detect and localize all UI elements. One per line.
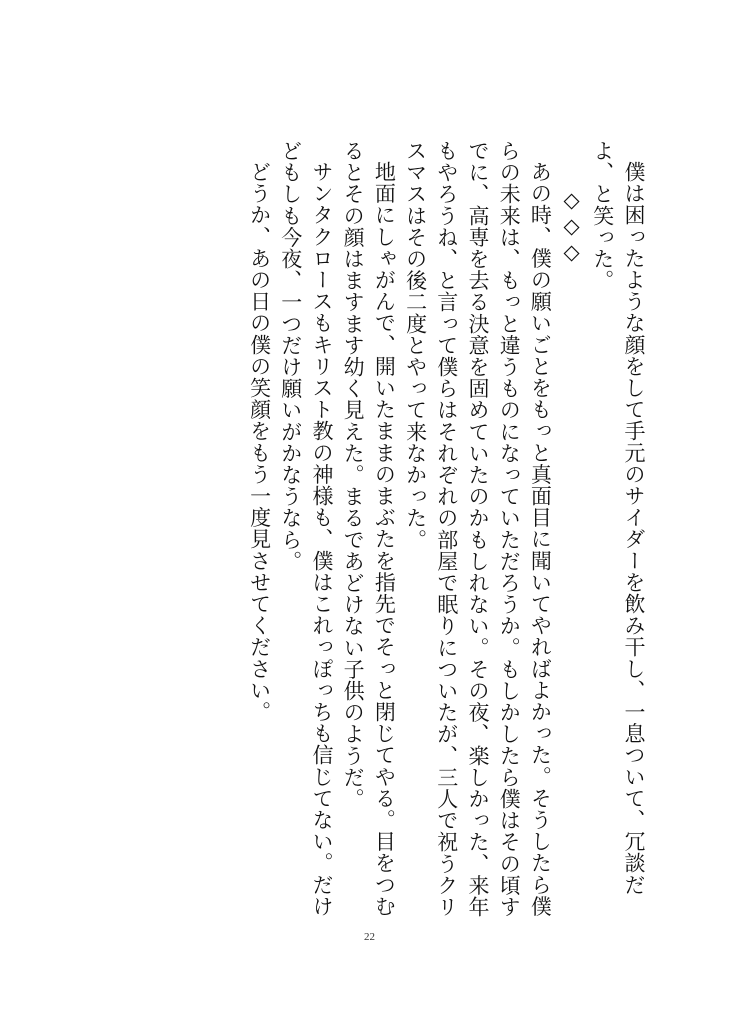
paragraph-3: 地面にしゃがんで、開いたままのまぶたを指先でそっと閉じてやる。目をつむるとその顔はますます幼く見えた。まるであどけない子供のようだ。 <box>341 140 397 917</box>
paragraph-4: サンタクロースもキリスト教の神様も、僕はこれっぽっちも信じてない。だけどもしも今夜、一つだけ願いがかなうなら。 <box>278 140 334 917</box>
paragraph-2: あの時、僕の願いごとをもっと真面目に聞いてやればよかった。そうしたら僕らの未来は、もっと違うものになっていただろうか。もしかしたら僕はその頃すでに、高専を去る決意を固めていたのかもしれない。その夜、楽しかった、来年もやろうね、と言って僕らはそれぞれの部屋で眠りについたが、三人で祝うクリスマスはその後二度とやって来なかった。 <box>403 140 553 918</box>
page-number: 22 <box>364 931 375 943</box>
paragraph-5: どうか、あの日の僕の笑顔をもう一度見させてください。 <box>247 161 272 723</box>
vertical-text-body <box>243 140 649 930</box>
section-separator: ◇◇◇ <box>559 188 584 267</box>
paragraph-1: 僕は困ったような顔をして手元のサイダーを飲み干し、一息ついて、冗談だよ、と笑った。 <box>590 140 646 896</box>
